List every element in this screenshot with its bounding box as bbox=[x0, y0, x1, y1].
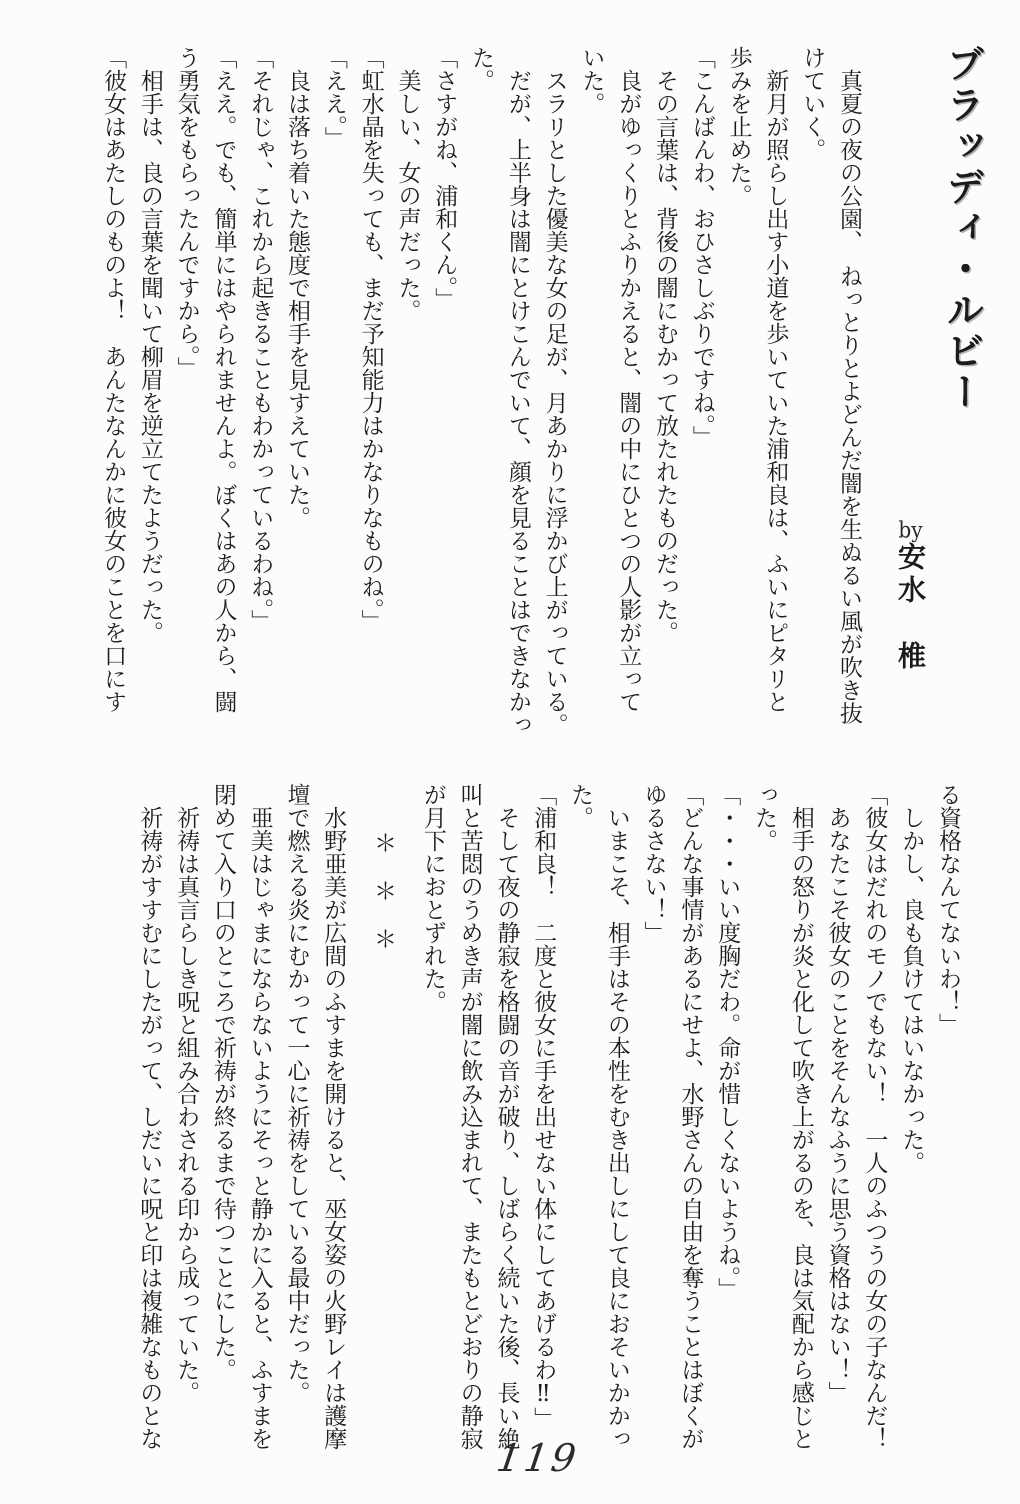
text-column: 閉めて入り口のところで祈祷が終るまで待つことにした。 bbox=[209, 783, 236, 1381]
author-name: 安水 椎 bbox=[894, 542, 927, 674]
text-column: スラリとした優美な女の足が、月あかりに浮かび上がっている。 bbox=[541, 69, 568, 736]
text-column: 新月が照らし出す小道を歩いていた浦和良は、ふいにピタリと bbox=[762, 69, 789, 713]
text-column: 良は落ち着いた態度で相手を見すえていた。 bbox=[284, 69, 311, 529]
text-column: その言葉は、背後の闇にむかって放たれたものだった。 bbox=[652, 69, 679, 644]
text-column: 「ええ。でも、簡単にはやられませんよ。ぼくはあの人から、闘 bbox=[210, 46, 237, 713]
text-column: 「虹水晶を失っても、まだ予知能力はかなりなものね。」 bbox=[357, 46, 384, 633]
text-column: 水野亜美が広間のふすまを開けると、巫女姿の火野レイは護摩 bbox=[320, 806, 347, 1450]
text-column: 叫と苦悶のうめき声が闇に飲み込まれて、またもとどおりの静寂 bbox=[456, 783, 483, 1450]
text-column: 美しい、女の声だった。 bbox=[394, 69, 421, 322]
text-column: 歩みを止めた。 bbox=[725, 46, 752, 207]
text-column: った。 bbox=[751, 783, 778, 852]
text-column: だが、上半身は闇にとけこんでいて、顔を見ることはできなかっ bbox=[504, 69, 531, 736]
story-title: ブラッディ・ルビー bbox=[940, 44, 985, 413]
text-column: う勇気をもらったんですから。」 bbox=[173, 46, 200, 380]
text-column: 「彼女はあたしのものよ！ あんたなんかに彼女のことを口にす bbox=[100, 46, 127, 713]
text-column: ゆるさない！」 bbox=[640, 783, 667, 944]
text-column: 「どんな事情があるにせよ、水野さんの自由を奪うことはぼくが bbox=[677, 783, 704, 1450]
text-column: 相手は、良の言葉を聞いて柳眉を逆立てたようだった。 bbox=[136, 69, 163, 644]
text-column: が月下におとずれた。 bbox=[419, 783, 446, 1013]
text-column: 真夏の夜の公園、 ねっとりとよどんだ闇を生ぬるい風が吹き抜 bbox=[836, 69, 862, 725]
page-number: 119 bbox=[493, 1436, 582, 1480]
text-column: 「こんばんわ、おひさしぶりですね。」 bbox=[688, 46, 715, 449]
text-column: 「ええ。」 bbox=[320, 46, 347, 150]
text-column: 「浦和良！ 二度と彼女に手を出せない体にしてあげるわ‼」 bbox=[530, 783, 557, 1430]
byline-prefix: by bbox=[898, 520, 923, 542]
text-column: 「彼女はだれのモノでもない！ 一人のふつうの女の子なんだ！ bbox=[861, 783, 888, 1450]
text-column: 良がゆっくりとふりかえると、闇の中にひとつの人影が立って bbox=[615, 69, 642, 713]
text-column: 祈祷がすすむにしたがって、しだいに呪と印は複雑なものとな bbox=[136, 806, 163, 1450]
text-column: 祈祷は真言らしき呪と組み合わされる印から成っていた。 bbox=[173, 806, 200, 1404]
bottom-text-block bbox=[130, 783, 966, 1495]
text-column: 壇で燃える炎にむかって一心に祈祷をしている最中だった。 bbox=[283, 783, 310, 1404]
text-column: そして夜の静寂を格闘の音が破り、しばらく続いた後、長い絶 bbox=[493, 806, 520, 1450]
text-column: しかし、良も負けてはいなかった。 bbox=[898, 806, 925, 1174]
text-column: 亜美はじゃまにならないようにそっと静かに入ると、ふすまを bbox=[246, 806, 273, 1450]
text-column: 「さすがね、浦和くん。」 bbox=[431, 46, 458, 311]
text-column: 「・・・いい度胸だわ。命が惜しくないようね。」 bbox=[714, 783, 741, 1301]
text-column: けていく。 bbox=[799, 46, 826, 161]
text-column: 相手の怒りが炎と化して吹き上がるのを、良は気配から感じと bbox=[787, 806, 814, 1450]
text-column: る資格なんてないわ！」 bbox=[935, 783, 961, 1036]
text-column: いまこそ、相手はその本性をむき出しにして良におそいかかっ bbox=[603, 806, 630, 1450]
text-column: いた。 bbox=[578, 46, 605, 115]
text-column: 「それじゃ、これから起きることもわかっているわね。」 bbox=[247, 46, 274, 633]
text-column: あなたこそ彼女のことをそんなふうに思う資格はない！」 bbox=[824, 806, 851, 1404]
byline bbox=[890, 520, 930, 674]
top-text-block bbox=[94, 46, 867, 758]
section-break: ＊ ＊ ＊ bbox=[370, 783, 397, 951]
text-column: た。 bbox=[468, 46, 495, 92]
text-column: た。 bbox=[567, 783, 594, 829]
